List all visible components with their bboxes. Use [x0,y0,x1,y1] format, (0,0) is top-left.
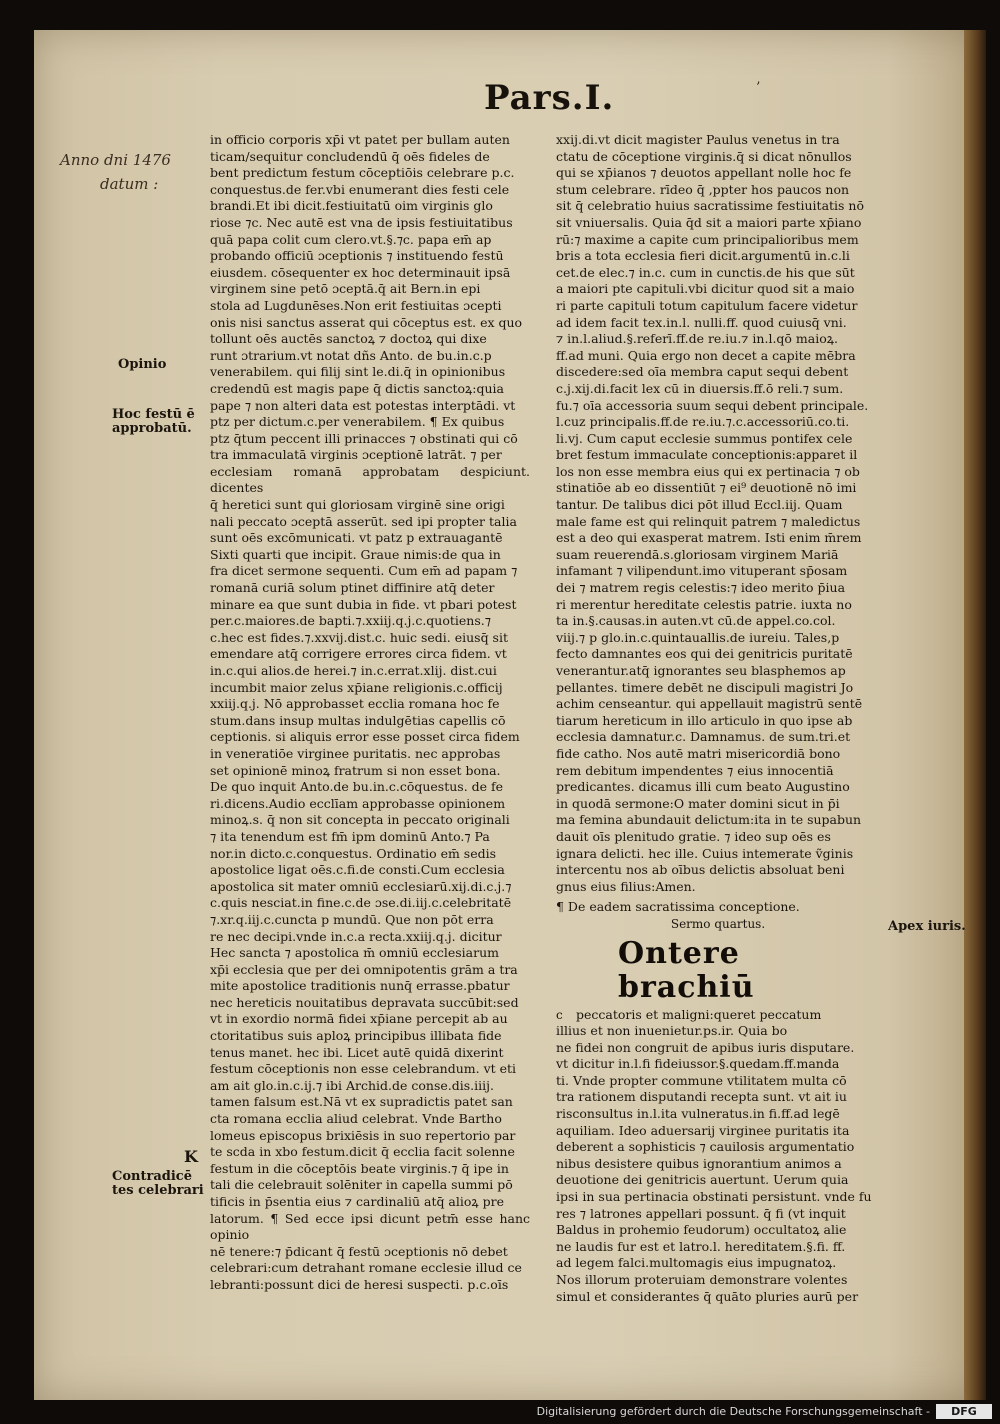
text-line: nē tenere:⁊ p̄dicant q̄ festū ɔceptionis nō debet [210,1243,508,1259]
text-line: tamen falsum est.Nā vt ex supradictis patet san [210,1094,513,1110]
text-line: res ⁊ latrones appellari possunt. q̄ fi (vt inquit [556,1205,846,1221]
text-line: tenus manet. hec ibi. Licet autē quidā dixerint [210,1044,504,1060]
text-line: discedere:sed oīa membra caput sequi debent [556,364,849,380]
text-line: vt in exordio normā fidei xp̄iane percepit ab au [210,1011,508,1027]
margin-note-line: Hoc festū ē [112,407,195,422]
text-line: dei ⁊ matrem regis celestis:⁊ ideo merito p̄iua [556,580,846,596]
text-line: stola ad Lugdunēses.Non erit festiuitas ɔcepti [210,297,502,313]
footer-credit: Digitalisierung gefördert durch die Deutsche Forschungsgemeinschaft - [536,1405,930,1418]
text-line: incumbit maior zelus xp̄iane religionis.c.officij [210,679,503,695]
text-line: ctatu de cōceptione virginis.q̄ si dicat nōnullos [556,148,852,164]
text-line: tollunt oēs auctēs sanctoꝝ ⁊ doctoꝝ qui dixe [210,331,487,347]
text-line: Baldus in prohemio feudorum) occultatoꝝ alie [556,1222,847,1238]
text-line: ctoritatibus suis aploꝝ principibus illibata fide [210,1028,502,1044]
text-line: aquiliam. Ideo aduersarij virginee puritatis ita [556,1122,850,1138]
text-line: li.vj. Cum caput ecclesie summus pontifex cele [556,430,853,446]
text-line: q̄ heretici sunt qui gloriosam virginē sine origi [210,497,505,513]
rubric: ¶ De eadem sacratissima conceptione. [556,899,800,915]
margin-note-line: Contradicē [112,1169,192,1184]
text-line: bris a tota ecclesia fieri dicit.argumentū in.c.li [556,248,850,264]
text-line: sit vniuersalis. Quia q̄d sit a maiori parte xp̄iano [556,214,862,230]
text-line: predicantes. dicamus illi cum beato Augustino [556,779,850,795]
text-line: sit q̄ celebratio huius sacratissime festiuitatis nō [556,198,865,214]
text-line: ⁊.xr.q.iij.c.cuncta p mundū. Que non pōt erra [210,911,494,927]
text-line: los non esse membra eius qui ex pertinacia ⁊ ob [556,463,860,479]
text-line: fu.⁊ oīa accessoria suum sequi debent principale. [556,397,869,413]
right-column-top [556,132,880,895]
text-line: sunt oēs excōmunicati. vt patz p extrauagantē [210,530,503,546]
text-line: ptz per dictum.c.per venerabilem. ¶ Ex quibus [210,414,505,430]
page-header: Pars.I. [484,78,615,118]
text-line: fecto damnantes eos qui dei genitricis puritatē [556,646,853,662]
text-line: tra immaculatā virginis ɔceptionē latrāt. ⁊ per [210,447,502,463]
text-line: ri merentur hereditate celestis patrie. iuxta no [556,596,852,612]
text-line: te scda in xbo festum.dicit q̄ ecclia facit solenne [210,1144,515,1160]
text-line: ignara delicti. hec ille. Cuius intemerate ṽginis [556,845,854,861]
text-line: runt ɔtrarium.vt notat dñs Anto. de bu.in.c.p [210,347,492,363]
text-line: Hec sancta ⁊ apostolica m̄ omniū ecclesiarum [210,945,500,961]
text-line: in officio corporis xp̄i vt patet per bullam auten [210,132,510,147]
text-line: in veneratiōe virginee puritatis. nec approbas [210,745,501,761]
text-line: set opinionē minoꝝ fratrum si non esset bona. [210,762,501,778]
text-line: gnus eius filius:Amen. [556,878,696,894]
text-line: dauit oīs plenitudo gratie. ⁊ ideo sup oēs es [556,828,831,844]
text-line: nor.in dicto.c.conquestus. Ordinatio em̄ sedis [210,845,497,861]
margin-note-line: approbatū. [112,421,192,436]
header-mark: ’ [756,80,761,96]
text-line: mite apostolice traditionis nunq̄ errasse.pbatur [210,978,510,994]
text-line: ma femina abundauit delictum:ita in te supabun [556,812,862,828]
text-line: ⁊ ita tenendum est fm̄ ipm dominū Anto.⁊ Pa [210,828,490,844]
text-line: intercentu nos ab oībus delictis absoluat beni [556,862,845,878]
text-line: minare ea que sunt dubia in fide. vt pbari potest [210,596,517,612]
text-line: suam reuerendā.s.gloriosam virginem Mariā [556,546,839,562]
text-line: ad legem falci.multomagis eius impugnatoꝝ. [556,1255,837,1271]
text-line: viij.⁊ p glo.in.c.quintauallis.de iureiu. Tales,p [556,629,840,645]
book-binding-edge [964,30,986,1400]
text-line: deuotione dei genitricis auertunt. Uerum quia [556,1172,849,1188]
text-line: Sixti quarti que incipit. Graue nimis:de qua in [210,546,501,562]
text-line: xxij.di.vt dicit magister Paulus venetus in tra [556,132,840,147]
text-line: ne fidei non congruit de apibus iuris disputare. [556,1039,855,1055]
handwritten-note-line: Anno dni 1476 [60,151,171,169]
text-line: probando officiū ɔceptionis ⁊ instituendo festū [210,248,504,264]
text-line: venerabilem. qui filij sint le.di.q̄ in opinionibus [210,364,506,380]
text-line: ri.dicens.Audio ecclīam approbasse opinionem [210,795,506,811]
text-line: nec hereticis nouitatibus depravata succūbit:sed [210,994,519,1010]
sermon-headline [618,937,880,1005]
text-line: bret festum immaculate conceptionis:apparet il [556,447,858,463]
right-text-column [556,132,880,1305]
text-line: De quo inquit Anto.de bu.in.c.cōquestus. de fe [210,779,504,795]
text-line: qui se xp̄ianos ⁊ deuotos appellant nolle hoc fe [556,165,852,181]
right-column-bottom [556,1007,880,1306]
margin-note-opinio: Opinio [118,357,167,372]
text-line: vt dicitur in.l.fi fideiussor.§.quedam.ff.manda [556,1056,840,1072]
text-line: l.cuz principalis.ff.de re.iu.⁊.c.accessoriū.co.ti. [556,414,850,430]
text-line: Nos illorum proteruiam demonstrare volentes [556,1272,848,1287]
text-line: stum.dans insup multas indulgētias capellis cō [210,712,506,728]
text-line: cta romana ecclia aliud celebrat. Vnde Bartho [210,1111,502,1127]
text-line: ta in.§.causas.in auten.vt cū.de appel.co.col. [556,613,836,629]
text-line: ecclesia damnatur.c. Damnamus. de sum.tri.et [556,729,851,745]
text-line: fra dicet sermone sequenti. Cum em̄ ad papam ⁊ [210,563,518,579]
text-line: simul et considerantes q̄ quāto pluries aurū per [556,1288,859,1304]
text-line [556,1007,880,1024]
text-line: ecclesiam romanā approbatam despiciunt. dicentes [210,463,530,496]
text-line: rem debitum impendentes ⁊ eius innocentiā [556,762,834,778]
margin-note-contradicentes [112,1170,204,1198]
text-line: infamant ⁊ vilipendunt.imo vituperant sp̄osam [556,563,848,579]
text-line: cet.de elec.⁊ in.c. cum in cunctis.de his que sūt [556,264,855,280]
text-line: quā papa colit cum clero.vt.§.⁊c. papa em̄ ap [210,231,492,247]
text-line: re nec decipi.vnde in.c.a recta.xxiij.q.j. dicitur [210,928,502,944]
text-line: xxiij.q.j. Nō approbasset ecclia romana hoc fe [210,696,500,712]
headline-text: Ontere brachiū [618,935,755,1005]
text-line: pellantes. timere debēt ne discipuli magistri Jo [556,679,854,695]
margin-note-hoc-festum [112,408,195,436]
text-line: c.hec est fides.⁊.xxvij.dist.c. huic sedi. eiusq̄ sit [210,629,508,645]
text-line: minoꝝ.s. q̄ non sit concepta in peccato originali [210,812,510,828]
text-line: ptz q̄tum peccent illi prinacces ⁊ obstinati qui cō [210,430,518,446]
text-line: ceptionis. si aliquis error esse posset circa fidem [210,729,520,745]
text-line: ad idem facit tex.in.l. nulli.ff. quod cuiusq̄ vni. [556,314,847,330]
text-line: latorum. ¶ Sed ecce ipsi dicunt petm̄ esse hanc opinio [210,1210,530,1243]
text-line: venerantur.atq̄ ignorantes seu blasphemos ap [556,663,846,678]
text-line: ipsi in sua pertinacia obstinati persistunt. vnde fu [556,1189,872,1205]
text-line: ticam/sequitur concludendū q̄ oēs fideles de [210,148,490,164]
text-line: apostolica sit mater omniū ecclesiarū.xij.di.c.j.⁊ [210,878,512,894]
text-line: ri parte capituli totum capitulum facere videtur [556,297,858,313]
text-line: riose ⁊c. Nec autē est vna de ipsis festiuitatibus [210,214,513,230]
text-line: festum cōceptionis non esse celebrandum. vt eti [210,1061,517,1077]
text-line: romanā curiā solum ptinet diffinire atq̄ deter [210,580,495,596]
text-line: in.c.qui alios.de herei.⁊ in.c.errat.xlij. dist.cui [210,663,497,678]
text-line: nibus desistere quibus ignorantium animos a [556,1155,842,1171]
margin-note-apex-iuris: Apex iuris. [888,919,966,934]
text-line: est a deo qui exasperat matrem. Isti enim m̄rem [556,530,862,546]
guide-letter: c [556,1007,563,1022]
text-line: credendū est magis pape q̄ dictis sanctoꝝ:quia [210,380,504,396]
text-line: deberent a sophisticis ⁊ cauilosis argumentatio [556,1139,855,1155]
text-line: risconsultus in.l.ita vulneratus.in fi.ff.ad legē [556,1106,840,1122]
text-line: tantur. De talibus dici pōt illud Eccl.iij. Quam [556,497,843,513]
text-line: achim censeantur. qui appellauit magistrū sentē [556,696,863,712]
text-line: c.quis nesciat.in fine.c.de ɔse.di.iij.c.celebritatē [210,895,512,911]
left-text-column [210,132,530,1294]
text-line: apostolice ligat oēs.c.fi.de consti.Cum ecclesia [210,862,505,878]
text-line: festum in die cōceptōis beate virginis.⁊ q̄ ipe in [210,1160,509,1176]
text-line: nali peccato ɔceptā asserūt. sed ipi propter talia [210,513,517,529]
text-line: c.j.xij.di.facit lex cū in diuersis.ff.ō reli.⁊ sum. [556,380,844,396]
text-line: celebrari:cum detrahant romane ecclesie illud ce [210,1260,522,1276]
text-line: brandi.Et ibi dicit.festiuitatū oim virginis glo [210,198,493,214]
sermo-heading: Sermo quartus. [670,916,766,931]
margin-mark-k: K [184,1147,198,1166]
text-line: ne laudis fur est et latro.l. hereditatem.§.fi. ff. [556,1238,846,1254]
text-line: tificis in p̄sentia eius ⁊ cardinaliū atq̄ alioꝝ pre [210,1194,504,1209]
handwritten-note-line: datum : [100,175,159,193]
text-line: rū:⁊ maxime a capite cum principalioribus mem [556,231,859,247]
text-line-content: peccatoris et maligni:queret peccatum [576,1006,822,1022]
text-line: emendare atq̄ corrigere errores circa fidem. vt [210,646,507,662]
text-line: onis nisi sanctus asserat qui cōceptus est. ex quo [210,314,523,330]
text-line: stinatiōe ab eo dissentiūt ⁊ ei⁹ deuotionē nō imi [556,480,857,496]
text-line: ti. Vnde propter commune vtilitatem multa cō [556,1072,847,1088]
text-line: bent predictum festum cōceptiōis celebrare p.c. [210,165,515,181]
text-line: lebranti:possunt dici de heresi suspecti. p.c.oīs [210,1276,509,1292]
margin-note-line: tes celebrari [112,1183,204,1198]
text-line: male fame est qui relinquit patrem ⁊ maledictus [556,513,861,529]
text-line: in quodā sermone:O mater domini sicut in p̄i [556,795,840,811]
text-line: eiusdem. cōsequenter ex hoc determinauit ipsā [210,264,511,280]
text-line: lomeus episcopus brixiēsis in suo repertorio par [210,1127,516,1143]
text-line: xp̄i ecclesia que per dei omnipotentis grām a tra [210,961,518,977]
text-line: ⁊ in.l.aliud.§.referī.ff.de re.iu.⁊ in.l.qō maioꝝ. [556,331,838,347]
text-line: conquestus.de fer.vbi enumerant dies festi cele [210,181,510,197]
text-line: tiarum hereticum in illo articulo in quo ipse ab [556,712,853,728]
text-line: pape ⁊ non alteri data est potestas interptādi. vt [210,397,516,413]
text-line: a maiori pte capituli.vbi dicitur quod sit a maio [556,281,855,297]
text-line: tra rationem disputandi recepta sunt. vt ait iu [556,1089,847,1105]
text-line: virginem sine petō ɔceptā.q̄ ait Bern.in epi [210,281,481,297]
text-line: am ait glo.in.c.ij.⁊ ibi Archid.de conse.dis.iiij. [210,1077,494,1093]
text-line: tali die celebrauit solēniter in capella summi pō [210,1177,513,1193]
text-line: illius et non inuenietur.ps.ir. Quia bo [556,1023,788,1039]
dfg-logo: DFG [936,1404,992,1419]
text-line: ff.ad muni. Quia ergo non decet a capite mēbra [556,347,856,363]
text-line: fide catho. Nos autē matri misericordiā bono [556,745,841,761]
text-line: per.c.maiores.de bapti.⁊.xxiij.q.j.c.quotiens.⁊ [210,613,491,629]
text-line: stum celebrare. rīdeo q̄ ,ppter hos paucos non [556,181,850,197]
handwritten-note [60,148,210,196]
